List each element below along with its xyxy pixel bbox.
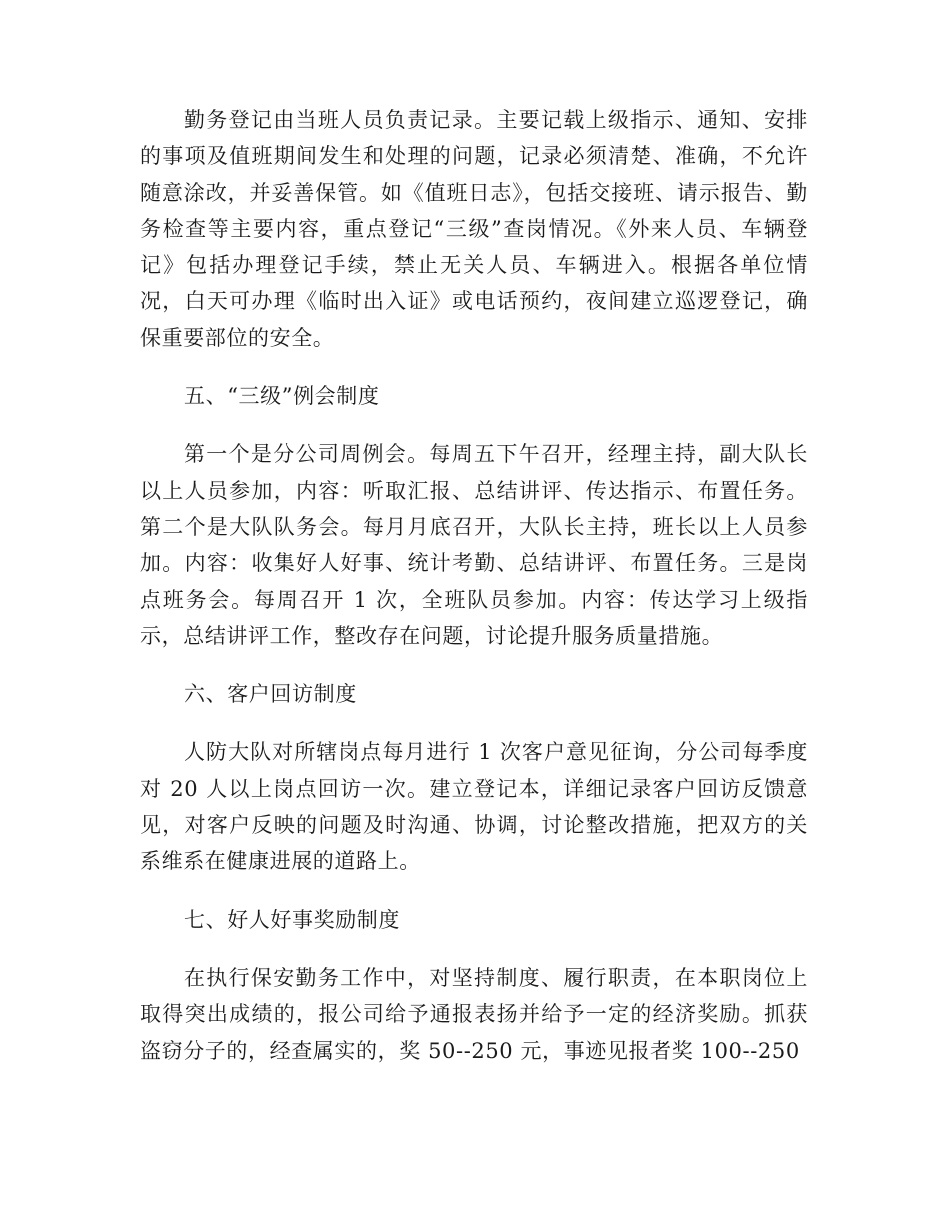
- section-heading-seven: 七、好人好事奖励制度: [184, 907, 400, 932]
- paragraph-meeting-system: 第一个是分公司周例会。每周五下午召开，经理主持，副大队长以上人员参加，内容：听取汇报、总结讲评、传达指示、布置任务。第二个是大队队务会。每月月底召开，大队长主持，班长以上人员参加。内容：收集好人好事、统计考勤、总结讲评、布置任务。三是岗点班务会。每周召开 1 次，全班队员参加。内容：传达学习上级指示，总结讲评工作，整改存在问题，讨论提升服务质量措施。: [140, 442, 808, 648]
- paragraph-reward-system: 在执行保安勤务工作中，对坚持制度、履行职责，在本职岗位上取得突出成绩的，报公司给予通报表扬并给予一定的经济奖励。抓获盗窃分子的，经查属实的，奖 50--250 元，事迹见报者奖 100--250: [140, 965, 808, 1063]
- section-heading-six: 六、客户回访制度: [184, 682, 357, 707]
- document-body: [140, 102, 808, 1091]
- paragraph-duty-registration: 勤务登记由当班人员负责记录。主要记载上级指示、通知、安排的事项及值班期间发生和处理的问题，记录必须清楚、准确，不允许随意涂改，并妥善保管。如《值班日志》，包括交接班、请示报告、勤务检查等主要内容，重点登记“三级”查岗情况。《外来人员、车辆登记》包括办理登记手续，禁止无关人员、车辆进入。根据各单位情况，白天可办理《临时出入证》或电话预约，夜间建立巡逻登记，确保重要部位的安全。: [140, 108, 808, 350]
- section-heading-five: 五、“三级”例会制度: [184, 384, 380, 409]
- paragraph-customer-visit: 人防大队对所辖岗点每月进行 1 次客户意见征询，分公司每季度对 20 人以上岗点回访一次。建立登记本，详细记录客户回访反馈意见，对客户反映的问题及时沟通、协调，讨论整改措施，把双方的关系维系在健康进展的道路上。: [140, 740, 808, 874]
